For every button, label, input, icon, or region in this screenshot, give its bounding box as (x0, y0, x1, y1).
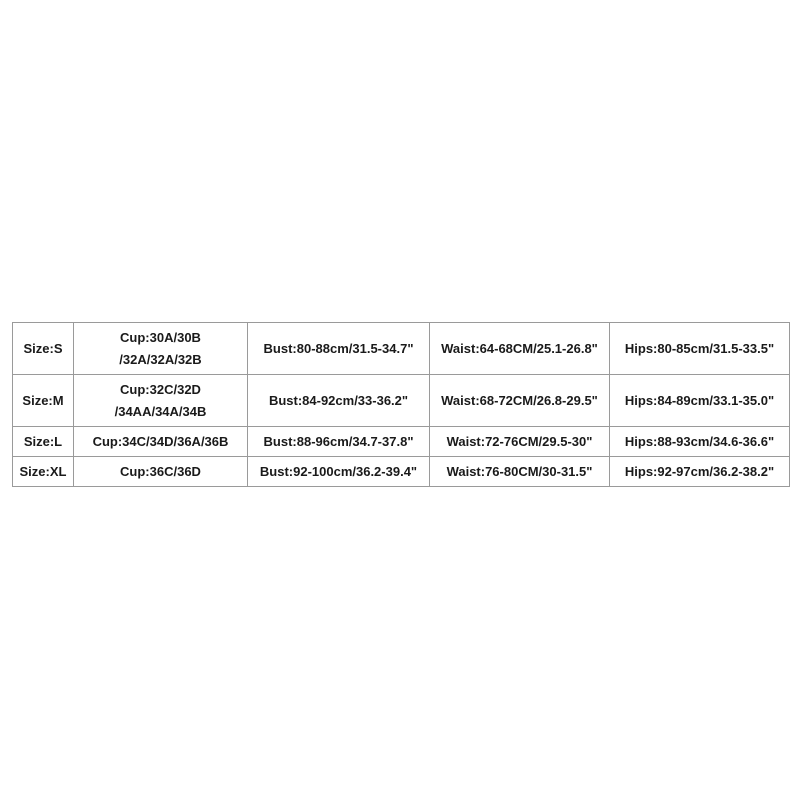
bust-cell: Bust:92-100cm/36.2-39.4" (248, 457, 430, 487)
hips-cell: Hips:88-93cm/34.6-36.6" (610, 427, 790, 457)
bust-cell: Bust:80-88cm/31.5-34.7" (248, 323, 430, 375)
cup-line: Cup:32C/32D (120, 381, 201, 397)
hips-cell: Hips:92-97cm/36.2-38.2" (610, 457, 790, 487)
size-chart-table (12, 322, 790, 487)
size-row-xl (13, 457, 790, 487)
waist-cell: Waist:68-72CM/26.8-29.5" (430, 375, 610, 427)
size-cell: Size:M (13, 375, 74, 427)
cup-cell (74, 375, 248, 427)
size-cell: Size:XL (13, 457, 74, 487)
bust-cell: Bust:88-96cm/34.7-37.8" (248, 427, 430, 457)
cup-line: Cup:30A/30B (120, 329, 201, 345)
cup-line: /32A/32A/32B (119, 351, 202, 367)
cup-line: /34AA/34A/34B (114, 403, 207, 419)
waist-cell: Waist:72-76CM/29.5-30" (430, 427, 610, 457)
hips-cell: Hips:80-85cm/31.5-33.5" (610, 323, 790, 375)
size-row-s (13, 323, 790, 375)
cup-line: Cup:36C/36D (120, 464, 201, 479)
waist-cell: Waist:76-80CM/30-31.5" (430, 457, 610, 487)
cup-cell (74, 323, 248, 375)
size-cell: Size:S (13, 323, 74, 375)
bust-cell: Bust:84-92cm/33-36.2" (248, 375, 430, 427)
cup-cell (74, 427, 248, 457)
cup-cell (74, 457, 248, 487)
cup-line: Cup:34C/34D/36A/36B (92, 434, 229, 449)
hips-cell: Hips:84-89cm/33.1-35.0" (610, 375, 790, 427)
size-row-l (13, 427, 790, 457)
size-row-m (13, 375, 790, 427)
waist-cell: Waist:64-68CM/25.1-26.8" (430, 323, 610, 375)
size-cell: Size:L (13, 427, 74, 457)
